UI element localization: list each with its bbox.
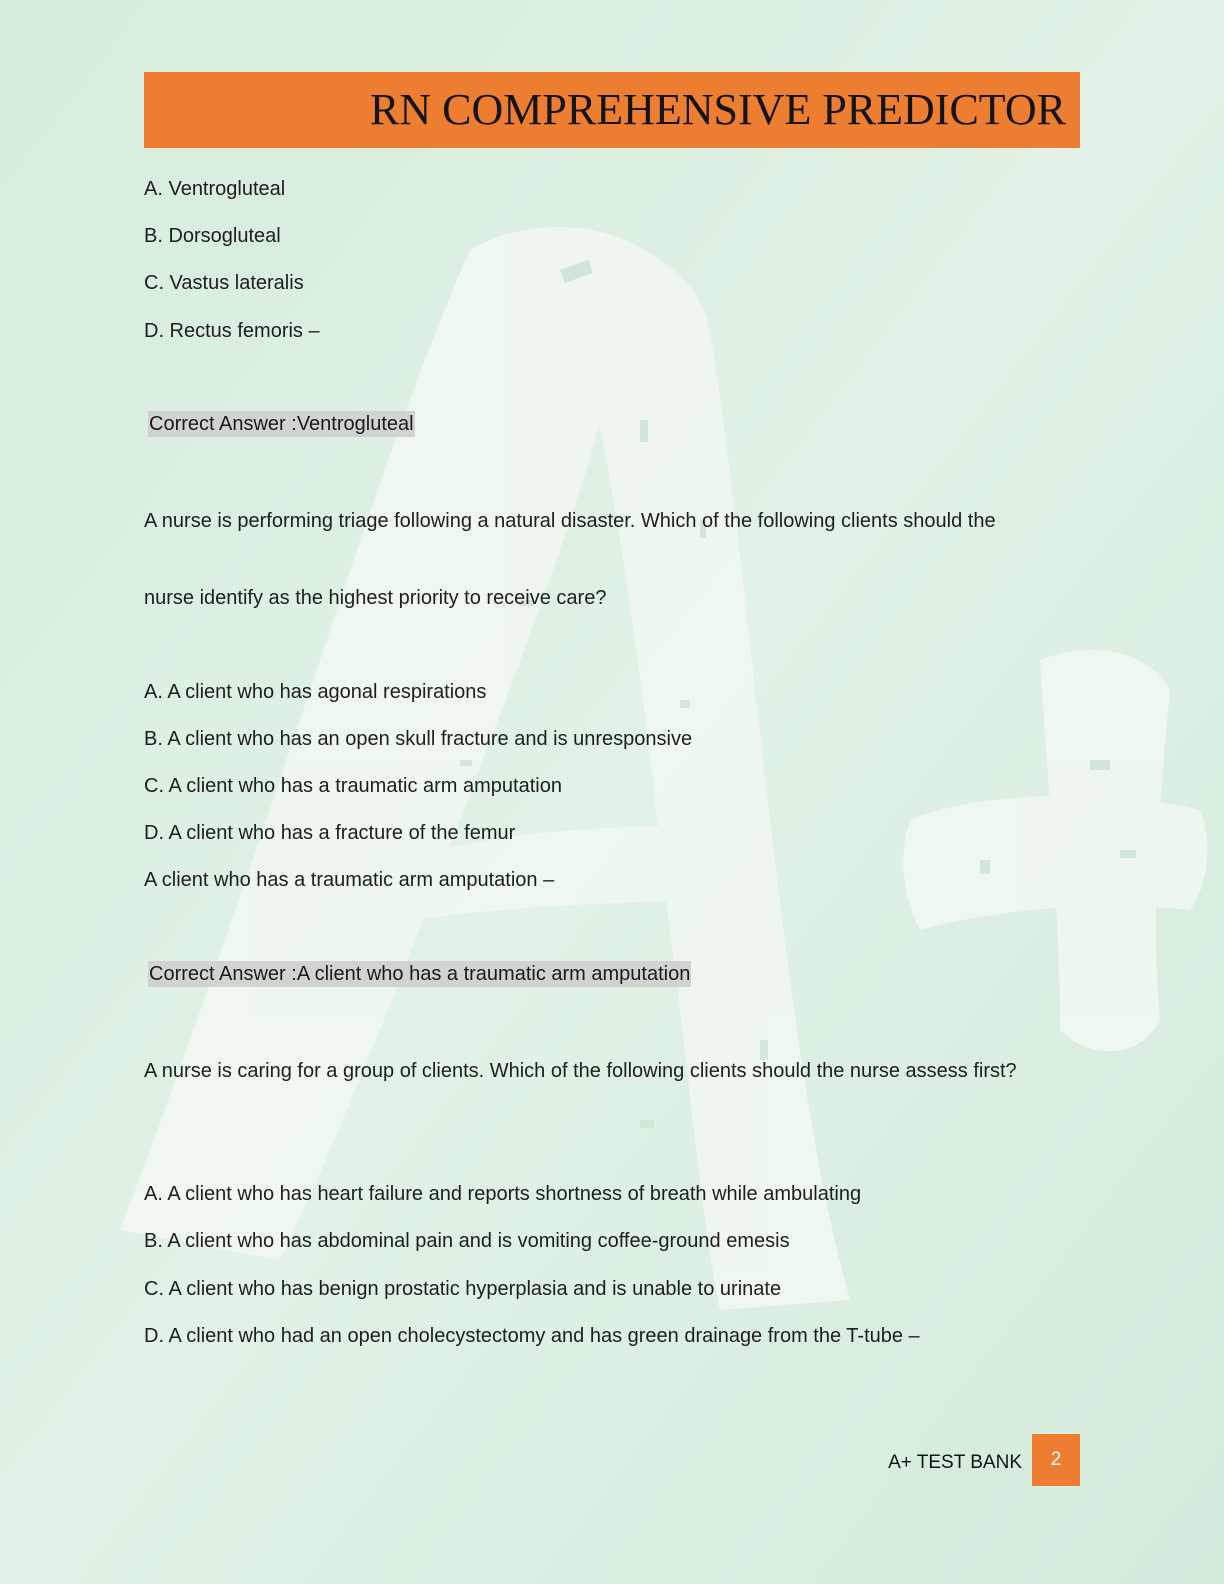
q2-stem-line2: nurse identify as the highest priority to receive care?	[144, 587, 607, 609]
header-banner	[144, 72, 1080, 148]
q2-stem-line1: A nurse is performing triage following a natural disaster. Which of the following clients should the	[144, 510, 996, 532]
q3-option-d: D. A client who had an open cholecystectomy and has green drainage from the T-tube –	[144, 1325, 920, 1347]
q2-option-c: C. A client who has a traumatic arm amputation	[144, 775, 562, 797]
q3-option-a: A. A client who has heart failure and reports shortness of breath while ambulating	[144, 1183, 862, 1205]
q2-option-b: B. A client who has an open skull fracture and is unresponsive	[144, 728, 693, 750]
page-number: 2	[1032, 1434, 1080, 1486]
q2-option-d: D. A client who has a fracture of the femur	[144, 822, 516, 844]
q3-option-b: B. A client who has abdominal pain and is vomiting coffee-ground emesis	[144, 1230, 790, 1252]
q2-answer-note: A client who has a traumatic arm amputation –	[144, 869, 555, 891]
q2-correct-answer: Correct Answer :A client who has a traumatic arm amputation	[149, 963, 691, 985]
q3-option-c: C. A client who has benign prostatic hyperplasia and is unable to urinate	[144, 1278, 782, 1300]
q1-option-b: B. Dorsogluteal	[144, 225, 281, 247]
q1-option-c: C. Vastus lateralis	[144, 272, 304, 294]
page-title: RN COMPREHENSIVE PREDICTOR	[370, 85, 1066, 134]
q1-option-a: A. Ventrogluteal	[144, 178, 286, 200]
footer-label: A+ TEST BANK	[888, 1452, 1022, 1473]
q1-option-d: D. Rectus femoris –	[144, 320, 320, 342]
q2-option-a: A. A client who has agonal respirations	[144, 681, 487, 703]
q3-stem: A nurse is caring for a group of clients. Which of the following clients should the nurse assess first?	[144, 1060, 1017, 1082]
q1-correct-answer: Correct Answer :Ventrogluteal	[149, 413, 414, 435]
